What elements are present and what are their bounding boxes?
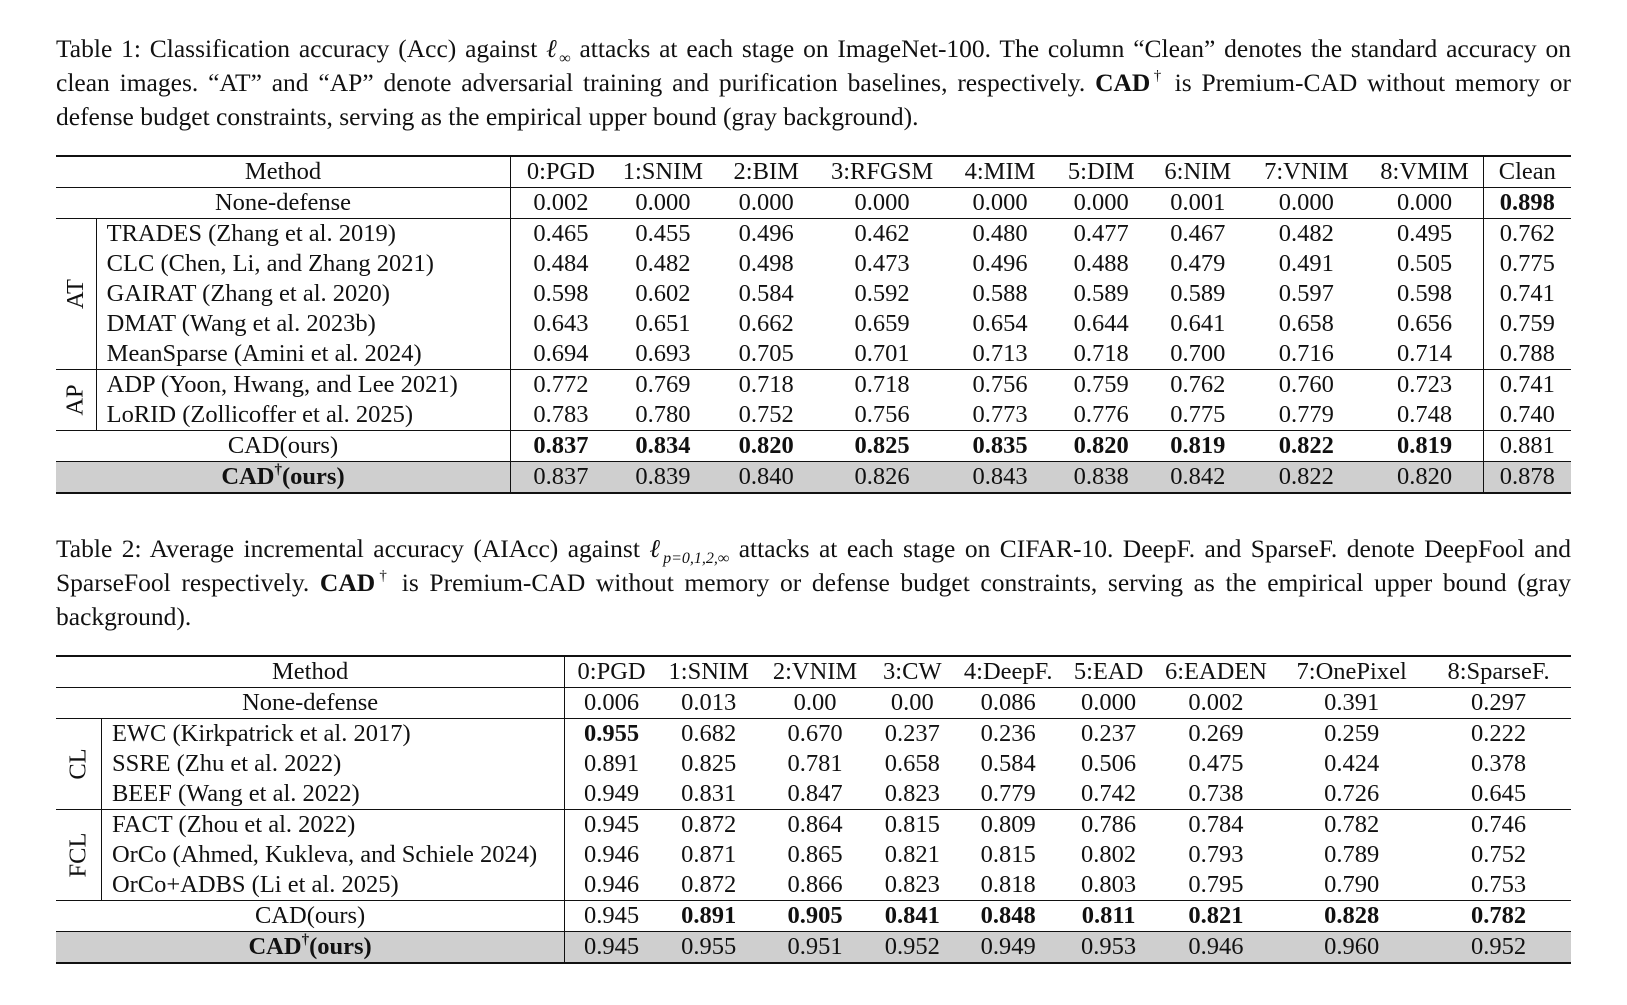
caption-math-symbol: ℓ [546,34,560,63]
value-cell: 0.955 [658,932,759,964]
header-cell: 8:SparseF. [1426,656,1571,688]
value-cell: 0.878 [1483,462,1571,494]
value-cell: 0.498 [738,250,794,277]
value-cell: 0.378 [1470,750,1527,777]
value-cell: 0.641 [1170,310,1226,337]
value-cell: 0.597 [1278,280,1334,307]
value-cell: 0.952 [871,932,954,964]
table-row [56,339,1571,370]
value-cell: 0.740 [1483,400,1571,431]
value-cell: 0.762 [1483,219,1571,250]
header-cell: 6:EADEN [1155,656,1277,688]
value-cell: 0.793 [1188,841,1244,868]
value-cell: 0.775 [1483,249,1571,279]
value-cell: 0.803 [1081,871,1137,898]
value-cell: 0.738 [1188,780,1244,807]
value-cell: 0.762 [1149,370,1246,401]
value-cell: 0.602 [635,280,691,307]
method-cell: ADP (Yoon, Hwang, and Lee 2021) [96,370,510,401]
caption-math-symbol: ℓ [649,534,664,563]
value-cell: 0.297 [1426,688,1571,719]
value-cell: 0.651 [635,310,691,337]
value-cell: 0.482 [635,250,691,277]
value-cell: 0.705 [738,340,794,367]
value-cell: 0.760 [1246,370,1366,401]
group-label: AT [56,219,96,370]
value-cell: 0.825 [817,431,946,462]
value-cell: 0.480 [947,219,1053,250]
value-cell: 0.753 [1470,871,1527,898]
caption-math-subscript: ∞ [559,50,571,67]
value-cell: 0.701 [854,340,910,367]
value-cell: 0.835 [947,431,1053,462]
value-cell: 0.847 [787,780,843,807]
value-cell: 0.662 [738,310,794,337]
method-cell: CAD(ours) [56,431,511,462]
value-cell: 0.682 [658,719,759,750]
value-cell: 0.000 [1062,688,1154,719]
value-cell: 0.952 [1426,932,1571,964]
value-cell: 0.960 [1277,932,1426,964]
value-cell: 0.000 [1366,188,1483,219]
table1-caption [56,32,1571,134]
value-cell: 0.756 [947,370,1053,401]
value-cell: 0.237 [871,719,954,750]
value-cell: 0.645 [1470,780,1527,807]
value-cell: 0.945 [565,810,658,841]
value-cell: 0.000 [611,188,715,219]
caption-text: attacks at each stage on ImageNet-100. The column “Clean” denotes the standard accuracy on clean images. “AT” and “AP” denote adversarial training and purification baselines, respectively. [56,34,1571,97]
value-cell: 0.488 [1073,250,1129,277]
value-cell: 0.006 [565,688,658,719]
table-row [56,370,1571,401]
value-cell: 0.002 [1155,688,1277,719]
value-cell: 0.000 [817,188,946,219]
value-cell: 0.002 [511,188,611,219]
value-cell: 0.496 [715,219,817,250]
value-cell: 0.789 [1324,841,1380,868]
value-cell: 0.455 [611,219,715,250]
value-cell: 0.714 [1396,340,1453,367]
table-header-row [56,656,1571,688]
caption-cad: CAD [1095,68,1151,97]
table-row [56,810,1571,841]
value-cell: 0.269 [1155,719,1277,750]
value-cell: 0.871 [681,841,737,868]
value-cell: 0.654 [972,310,1028,337]
value-cell: 0.465 [511,219,611,250]
value-cell: 0.881 [1483,431,1571,462]
table-row [56,779,1571,810]
value-cell: 0.823 [884,871,940,898]
value-cell: 0.013 [658,688,759,719]
value-cell: 0.821 [1155,901,1277,932]
value-cell: 0.946 [1155,932,1277,964]
table2-caption [56,532,1571,634]
table-row-cad-dagger [56,932,1571,964]
value-cell: 0.756 [854,401,910,428]
value-cell: 0.946 [584,871,640,898]
value-cell: 0.843 [947,462,1053,494]
value-cell: 0.752 [738,401,794,428]
value-cell: 0.598 [533,280,589,307]
method-cell: OrCo (Ahmed, Kukleva, and Schiele 2024) [101,840,564,870]
table-row [56,719,1571,750]
value-cell: 0.718 [1073,340,1129,367]
header-cell: 1:SNIM [611,156,715,188]
value-cell: 0.776 [1073,401,1129,428]
table-row [56,840,1571,870]
value-cell: 0.782 [1277,810,1426,841]
value-cell: 0.819 [1149,431,1246,462]
value-cell: 0.658 [884,750,940,777]
method-cell: CAD†(ours) [56,462,511,494]
value-cell: 0.795 [1188,871,1244,898]
method-cell: None-defense [56,188,511,219]
value-cell: 0.467 [1149,219,1246,250]
value-cell: 0.840 [715,462,817,494]
value-cell: 0.823 [884,780,940,807]
method-cell: CAD(ours) [56,901,565,932]
method-cell: TRADES (Zhang et al. 2019) [96,219,510,250]
method-cell: CAD†(ours) [56,932,565,964]
value-cell: 0.826 [817,462,946,494]
caption-math-subscript: p=0,1,2,∞ [663,550,730,567]
value-cell: 0.693 [635,340,691,367]
value-cell: 0.656 [1396,310,1453,337]
header-cell: 0:PGD [565,656,658,688]
header-cell: Method [56,156,511,188]
method-cell: MeanSparse (Amini et al. 2024) [96,339,510,370]
method-cell: OrCo+ADBS (Li et al. 2025) [101,870,564,901]
value-cell: 0.00 [759,688,870,719]
value-cell: 0.945 [565,932,658,964]
value-cell: 0.828 [1277,901,1426,932]
value-cell: 0.496 [972,250,1028,277]
value-cell: 0.864 [759,810,870,841]
value-cell: 0.000 [1246,188,1366,219]
value-cell: 0.953 [1062,932,1154,964]
value-cell: 0.781 [787,750,843,777]
method-cell: GAIRAT (Zhang et al. 2020) [96,279,510,309]
group-label: FCL [56,810,101,901]
table-row [56,249,1571,279]
value-cell: 0.955 [565,719,658,750]
header-cell: Clean [1483,156,1571,188]
value-cell: 0.726 [1324,780,1380,807]
value-cell: 0.949 [584,780,640,807]
value-cell: 0.838 [1053,462,1149,494]
value-cell: 0.821 [884,841,940,868]
value-cell: 0.741 [1483,370,1571,401]
value-cell: 0.718 [715,370,817,401]
table-row [56,219,1571,250]
value-cell: 0.424 [1324,750,1380,777]
table-row-cad-dagger [56,462,1571,494]
method-cell: SSRE (Zhu et al. 2022) [101,749,564,779]
header-cell: 5:EAD [1062,656,1154,688]
value-cell: 0.898 [1483,188,1571,219]
value-cell: 0.773 [972,401,1028,428]
table-row [56,688,1571,719]
value-cell: 0.945 [565,901,658,932]
value-cell: 0.000 [1053,188,1149,219]
value-cell: 0.718 [817,370,946,401]
header-cell: 4:DeepF. [954,656,1062,688]
table2 [56,655,1571,964]
method-cell: BEEF (Wang et al. 2022) [101,779,564,810]
header-cell: 7:OnePixel [1277,656,1426,688]
caption-text: attacks at each stage on CIFAR-10. DeepF. and SparseF. denote DeepFool and SparseFool respectively. [56,534,1571,597]
method-cell: FACT (Zhou et al. 2022) [101,810,564,841]
value-cell: 0.482 [1246,219,1366,250]
value-cell: 0.259 [1277,719,1426,750]
header-cell: Method [56,656,565,688]
value-cell: 0.748 [1396,401,1453,428]
value-cell: 0.815 [980,841,1036,868]
value-cell: 0.236 [954,719,1062,750]
value-cell: 0.589 [1073,280,1129,307]
caption-text: is Premium-CAD without memory or defense budget constraints, serving as the empirical upper bound (gray background). [56,68,1571,131]
value-cell: 0.822 [1246,431,1366,462]
table-row [56,749,1571,779]
value-cell: 0.479 [1170,250,1226,277]
value-cell: 0.644 [1073,310,1129,337]
table-row [56,188,1571,219]
value-cell: 0.643 [533,310,589,337]
value-cell: 0.822 [1246,462,1366,494]
value-cell: 0.462 [817,219,946,250]
value-cell: 0.584 [738,280,794,307]
value-cell: 0.391 [1277,688,1426,719]
value-cell: 0.713 [972,340,1028,367]
value-cell: 0.872 [658,810,759,841]
value-cell: 0.775 [1170,401,1226,428]
value-cell: 0.222 [1426,719,1571,750]
value-cell: 0.819 [1366,431,1483,462]
value-cell: 0.589 [1170,280,1226,307]
value-cell: 0.495 [1366,219,1483,250]
value-cell: 0.670 [759,719,870,750]
value-cell: 0.505 [1396,250,1453,277]
value-cell: 0.865 [787,841,843,868]
value-cell: 0.783 [533,401,589,428]
value-cell: 0.848 [954,901,1062,932]
table-row-cad [56,901,1571,932]
header-cell: 3:RFGSM [817,156,946,188]
caption-dagger: † [1150,68,1165,84]
value-cell: 0.866 [787,871,843,898]
value-cell: 0.001 [1149,188,1246,219]
value-cell: 0.475 [1188,750,1244,777]
caption-dagger: † [375,568,392,584]
value-cell: 0.484 [533,250,589,277]
header-cell: 5:DIM [1053,156,1149,188]
value-cell: 0.237 [1062,719,1154,750]
method-cell: EWC (Kirkpatrick et al. 2017) [101,719,564,750]
value-cell: 0.788 [1483,339,1571,370]
value-cell: 0.815 [871,810,954,841]
value-cell: 0.506 [1081,750,1137,777]
value-cell: 0.841 [871,901,954,932]
group-label: CL [56,719,101,810]
table-row [56,309,1571,339]
value-cell: 0.831 [681,780,737,807]
value-cell: 0.837 [511,431,611,462]
table-row-cad [56,431,1571,462]
value-cell: 0.949 [954,932,1062,964]
header-cell: 0:PGD [511,156,611,188]
value-cell: 0.723 [1366,370,1483,401]
value-cell: 0.086 [954,688,1062,719]
value-cell: 0.759 [1053,370,1149,401]
header-cell: 4:MIM [947,156,1053,188]
value-cell: 0.658 [1278,310,1334,337]
value-cell: 0.905 [759,901,870,932]
method-cell: DMAT (Wang et al. 2023b) [96,309,510,339]
value-cell: 0.694 [533,340,589,367]
value-cell: 0.891 [584,750,640,777]
value-cell: 0.951 [759,932,870,964]
table-header-row [56,156,1571,188]
header-cell: 2:BIM [715,156,817,188]
value-cell: 0.809 [954,810,1062,841]
value-cell: 0.700 [1170,340,1226,367]
value-cell: 0.837 [511,462,611,494]
value-cell: 0.772 [511,370,611,401]
value-cell: 0.790 [1324,871,1380,898]
header-cell: 8:VMIM [1366,156,1483,188]
value-cell: 0.752 [1470,841,1527,868]
value-cell: 0.000 [715,188,817,219]
value-cell: 0.588 [972,280,1028,307]
table-row [56,870,1571,901]
method-cell: CLC (Chen, Li, and Zhang 2021) [96,249,510,279]
value-cell: 0.784 [1155,810,1277,841]
value-cell: 0.811 [1062,901,1154,932]
header-cell: 2:VNIM [759,656,870,688]
value-cell: 0.477 [1053,219,1149,250]
table-row [56,400,1571,431]
header-cell: 7:VNIM [1246,156,1366,188]
value-cell: 0.592 [854,280,910,307]
value-cell: 0.802 [1081,841,1137,868]
value-cell: 0.872 [681,871,737,898]
value-cell: 0.779 [1278,401,1334,428]
caption-text: Table 2: Average incremental accuracy (AIAcc) against [56,534,650,563]
value-cell: 0.820 [1366,462,1483,494]
value-cell: 0.891 [658,901,759,932]
value-cell: 0.780 [635,401,691,428]
caption-cad: CAD [319,568,376,597]
value-cell: 0.839 [611,462,715,494]
method-cell: None-defense [56,688,565,719]
table-row [56,279,1571,309]
value-cell: 0.584 [980,750,1036,777]
value-cell: 0.00 [871,688,954,719]
value-cell: 0.946 [584,841,640,868]
value-cell: 0.742 [1081,780,1137,807]
value-cell: 0.759 [1483,309,1571,339]
value-cell: 0.000 [947,188,1053,219]
value-cell: 0.820 [1053,431,1149,462]
value-cell: 0.825 [681,750,737,777]
value-cell: 0.820 [715,431,817,462]
value-cell: 0.716 [1278,340,1334,367]
caption-text: is Premium-CAD without memory or defense budget constraints, serving as the empirical upper bound (gray background). [56,568,1571,631]
table1 [56,155,1571,494]
value-cell: 0.779 [980,780,1036,807]
value-cell: 0.786 [1062,810,1154,841]
value-cell: 0.741 [1483,279,1571,309]
value-cell: 0.473 [854,250,910,277]
value-cell: 0.818 [980,871,1036,898]
value-cell: 0.659 [854,310,910,337]
method-cell: LoRID (Zollicoffer et al. 2025) [96,400,510,431]
header-cell: 3:CW [871,656,954,688]
header-cell: 6:NIM [1149,156,1246,188]
value-cell: 0.598 [1396,280,1453,307]
value-cell: 0.782 [1426,901,1571,932]
value-cell: 0.746 [1426,810,1571,841]
header-cell: 1:SNIM [658,656,759,688]
value-cell: 0.769 [611,370,715,401]
value-cell: 0.834 [611,431,715,462]
value-cell: 0.842 [1149,462,1246,494]
caption-text: Table 1: Classification accuracy (Acc) against [56,34,547,63]
value-cell: 0.491 [1278,250,1334,277]
group-label: AP [56,370,96,431]
